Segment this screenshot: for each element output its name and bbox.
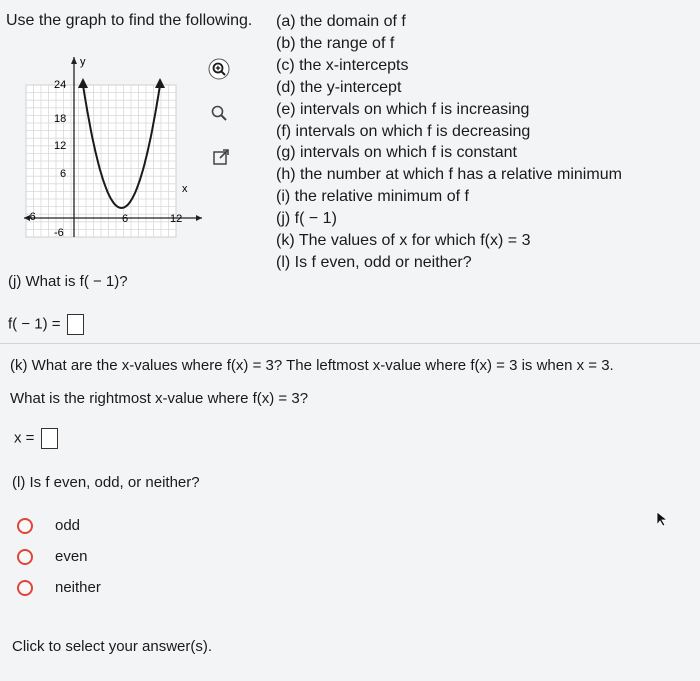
x-tick-neg6: -6 — [26, 211, 36, 223]
parts-list — [276, 11, 622, 274]
part-g: (g) intervals on which f is constant — [276, 144, 517, 162]
part-d: (d) the y-intercept — [276, 78, 402, 96]
option-neither-label: neither — [55, 579, 101, 596]
grid-lines — [26, 85, 176, 237]
y-tick-18: 18 — [54, 113, 67, 125]
radio-even[interactable] — [17, 549, 33, 565]
answer-j-prefix: f( − 1) = — [8, 315, 61, 333]
part-b: (b) the range of f — [276, 34, 395, 52]
graph-svg — [24, 55, 204, 240]
function-graph — [24, 55, 204, 245]
y-axis-label: y — [80, 56, 86, 68]
part-e: (e) intervals on which f is increasing — [276, 100, 530, 118]
part-j: (j) f( − 1) — [276, 210, 337, 228]
x-tick-12: 12 — [170, 213, 183, 225]
footer-instruction: Click to select your answer(s). — [12, 638, 213, 655]
option-odd-label: odd — [55, 517, 81, 534]
part-l: (l) Is f even, odd or neither? — [276, 253, 472, 271]
y-tick-neg6: -6 — [54, 227, 64, 239]
mouse-cursor-icon — [655, 511, 671, 527]
y-tick-6: 6 — [60, 168, 67, 180]
zoom-in-icon[interactable] — [206, 56, 232, 82]
divider — [0, 343, 700, 344]
option-neither[interactable] — [17, 579, 101, 596]
part-f: (f) intervals on which f is decreasing — [276, 122, 531, 140]
zoom-out-icon[interactable] — [206, 100, 232, 126]
prompt-text: Use the graph to find the following. — [6, 12, 253, 29]
y-tick-12: 12 — [54, 140, 67, 152]
question-l: (l) Is f even, odd, or neither? — [12, 474, 200, 491]
radio-odd[interactable] — [17, 518, 33, 534]
x-tick-6: 6 — [122, 213, 129, 225]
part-a: (a) the domain of f — [276, 13, 406, 30]
external-link-icon[interactable] — [208, 144, 234, 170]
radio-neither[interactable] — [17, 580, 33, 596]
x-axis-label: x — [182, 183, 188, 195]
y-axis-arrow — [71, 57, 77, 64]
answer-k-row — [14, 428, 58, 449]
part-h: (h) the number at which f has a relative minimum — [276, 166, 622, 184]
y-tick-24: 24 — [54, 79, 67, 91]
curve-arrow-left — [78, 78, 88, 88]
answer-k-prefix: x = — [14, 429, 35, 447]
option-odd[interactable] — [17, 517, 80, 534]
answer-k-input[interactable] — [41, 428, 58, 449]
part-i: (i) the relative minimum of f — [276, 188, 469, 206]
answer-j-row — [8, 314, 84, 335]
part-c: (c) the x-intercepts — [276, 56, 409, 74]
question-k: (k) What are the x-values where f(x) = 3? The leftmost x-value where f(x) = 3 is when x = 3. — [10, 357, 614, 374]
part-k: (k) The values of x for which f(x) = 3 — [276, 232, 531, 250]
option-even-label: even — [55, 548, 88, 565]
question-j: (j) What is f( − 1)? — [8, 273, 128, 290]
answer-j-input[interactable] — [67, 314, 84, 335]
curve-arrow-right — [155, 78, 165, 88]
option-even[interactable] — [17, 548, 88, 565]
x-axis-arrow — [196, 215, 202, 221]
question-k-sub: What is the rightmost x-value where f(x) = 3? — [10, 390, 309, 407]
